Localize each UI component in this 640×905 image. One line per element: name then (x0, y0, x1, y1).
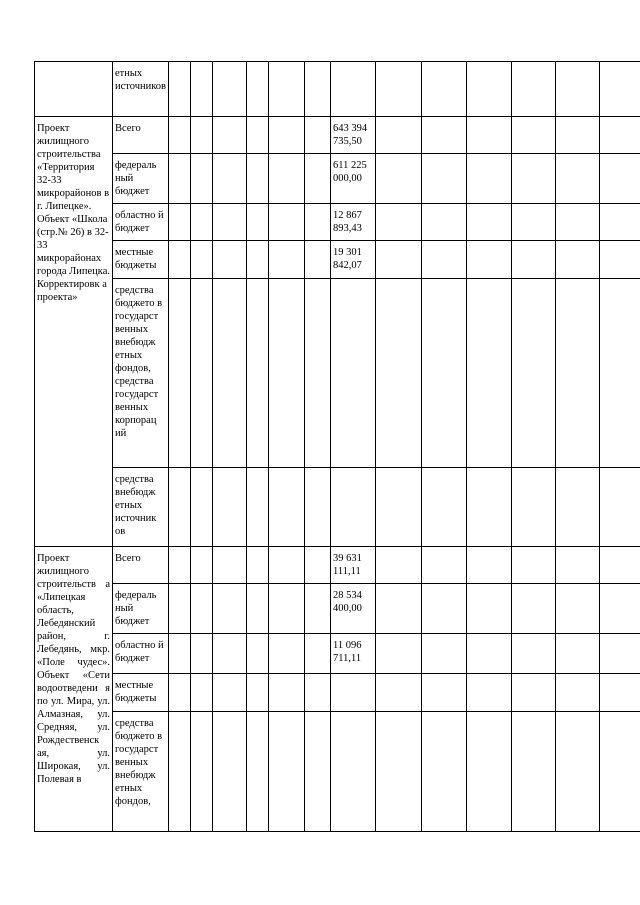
table-row (35, 62, 640, 117)
table-row (35, 584, 640, 634)
amount-cell: 19 301 842,07 (331, 241, 376, 279)
funding-source-cell: Всего (113, 117, 169, 154)
table-row (35, 241, 640, 279)
funding-source-cell: федераль ный бюджет (113, 154, 169, 204)
funding-source-cell: федераль ный бюджет (113, 584, 169, 634)
funding-source-cell: местные бюджеты (113, 674, 169, 712)
amount-cell (331, 712, 376, 832)
funding-source-cell: етных источников (113, 62, 169, 117)
project-name-cell: Проект жилищного строительств а «Липецкая область, Лебедянский район, г. Лебедянь, мкр. «Поле чудес». Объект «Сети водоотведени я по ул. Мира, ул. Алмазная, ул. Средняя, ул. Рождественск ая, ул. Широкая, ул. Полевая в (35, 547, 113, 832)
amount-cell: 643 394 735,50 (331, 117, 376, 154)
project-name-cell: Проект жилищного строительства «Территория 32-33 микрорайонов в г. Липецке». Объект «Школа (стр.№ 26) в 32-33 микрорайонах города Липецка. Корректировк а проекта» (35, 117, 113, 547)
table-row (35, 634, 640, 674)
table-row (35, 154, 640, 204)
table-row (35, 468, 640, 547)
funding-source-cell: средства бюджето в государст венных внебюдж етных фондов, средства государст венных корпорац ий (113, 279, 169, 468)
funding-source-cell: средства внебюдж етных источник ов (113, 468, 169, 547)
table-row (35, 674, 640, 712)
amount-cell: 39 631 111,11 (331, 547, 376, 584)
table-row (35, 547, 640, 584)
amount-cell: 611 225 000,00 (331, 154, 376, 204)
project-cell-empty (35, 62, 113, 117)
amount-cell (331, 468, 376, 547)
amount-cell: 12 867 893,43 (331, 204, 376, 241)
funding-source-cell: областно й бюджет (113, 204, 169, 241)
amount-cell (331, 62, 376, 117)
table-row (35, 117, 640, 154)
amount-cell (331, 674, 376, 712)
table-row (35, 204, 640, 241)
table-row (35, 712, 640, 832)
funding-source-cell: областно й бюджет (113, 634, 169, 674)
funding-source-cell: местные бюджеты (113, 241, 169, 279)
funding-source-cell: средства бюджето в государст венных внебюдж етных фондов, (113, 712, 169, 832)
amount-cell: 11 096 711,11 (331, 634, 376, 674)
amount-cell: 28 534 400,00 (331, 584, 376, 634)
funding-source-cell: Всего (113, 547, 169, 584)
budget-table (34, 61, 640, 832)
table-row (35, 279, 640, 468)
amount-cell (331, 279, 376, 468)
